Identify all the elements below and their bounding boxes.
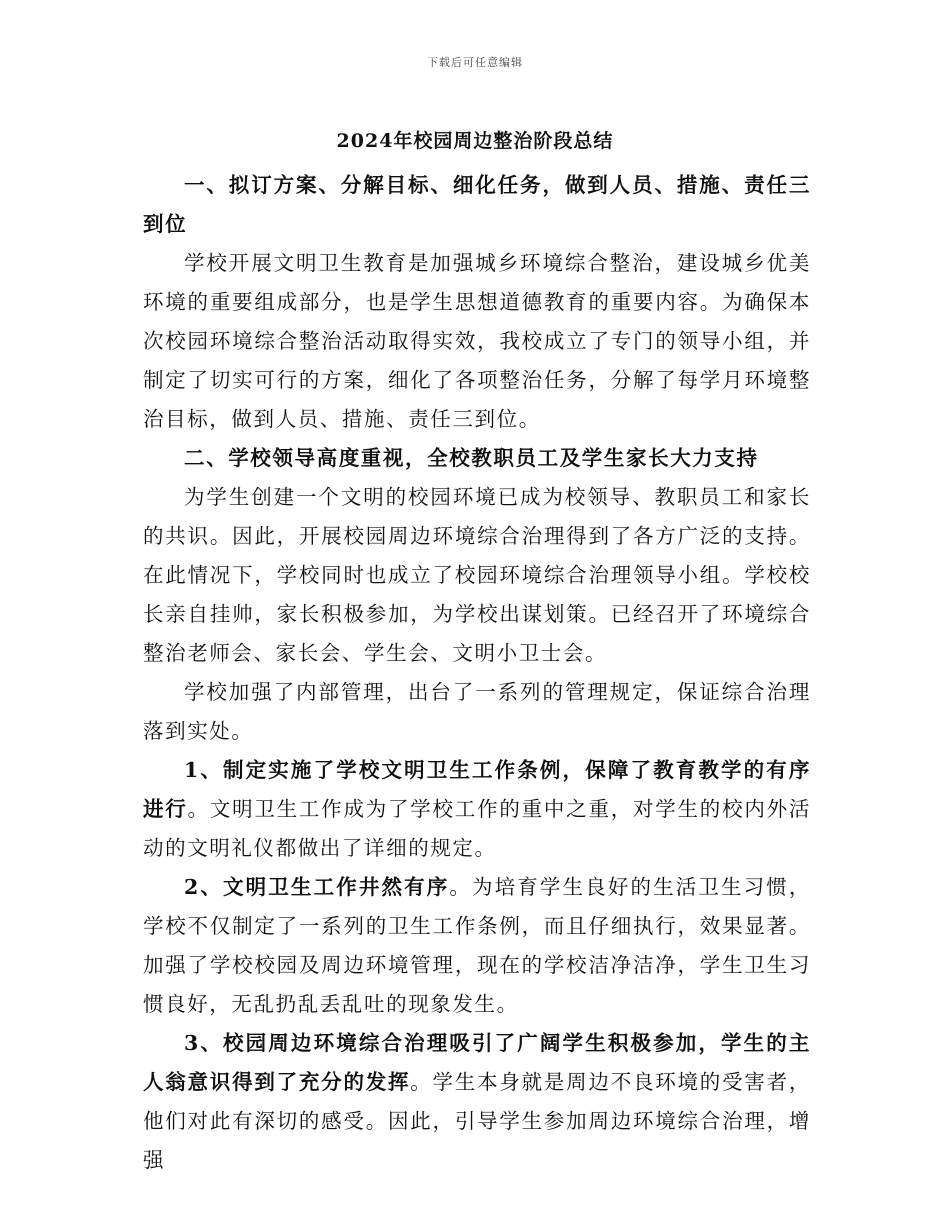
list-item-3 — [143, 1024, 811, 1180]
section-heading-2: 二、学校领导高度重视，全校教职员工及学生家长大力支持 — [184, 446, 759, 470]
document-body — [143, 166, 811, 1180]
list-item-2 — [143, 868, 811, 1024]
paragraph-1: 学校开展文明卫生教育是加强城乡环境综合整治，建设城乡优美环境的重要组成部分，也是学生思想道德教育的重要内容。为确保本次校园环境综合整治活动取得实效，我校成立了专门的领导小组，并制定了切实可行的方案，细化了各项整治任务，分解了每学月环境整治目标，做到人员、措施、责任三到位。 — [143, 251, 811, 431]
document-title: 2024年校园周边整治阶段总结 — [336, 130, 614, 152]
section-heading-1: 一、拟订方案、分解目标、细化任务，做到人员、措施、责任三到位 — [143, 173, 811, 236]
list-item-3-lead: 3、校园周边环境综合治理吸引了广阔学生积极参加，学生的主人翁意识得到了充分的发挥 — [143, 1031, 811, 1094]
header-note: 下载后可任意编辑 — [427, 56, 523, 69]
list-item-3-text: 。学生本身就是周边不良环境的受害者，他们对此有深切的感受。因此，引导学生参加周边环境综合治理，增强 — [143, 1070, 811, 1172]
paragraph-2: 为学生创建一个文明的校园环境已成为校领导、教职员工和家长的共识。因此，开展校园周边环境综合治理得到了各方广泛的支持。在此情况下，学校同时也成立了校园环境综合治理领导小组。学校校长亲自挂帅，家长积极参加，为学校出谋划策。已经召开了环境综合整治老师会、家长会、学生会、文明小卫士会。 — [143, 485, 811, 665]
list-item-1-lead: 1、制定实施了学校文明卫生工作条例，保障了教育教学的有序进行 — [143, 758, 811, 821]
list-item-2-text: 。为培育学生良好的生活卫生习惯，学校不仅制定了一系列的卫生工作条例，而且仔细执行，效果显著。加强了学校校园及周边环境管理，现在的学校洁净洁净，学生卫生习惯良好，无乱扔乱丢乱吐的现象发生。 — [143, 875, 811, 1016]
list-item-1-text: 。文明卫生工作成为了学校工作的重中之重，对学生的校内外活动的文明礼仪都做出了详细的规定。 — [143, 797, 811, 860]
paragraph-3: 学校加强了内部管理，出台了一系列的管理规定，保证综合治理落到实处。 — [143, 680, 811, 743]
list-item-1 — [143, 751, 811, 868]
list-item-2-lead: 2、文明卫生工作井然有序 — [184, 875, 450, 899]
